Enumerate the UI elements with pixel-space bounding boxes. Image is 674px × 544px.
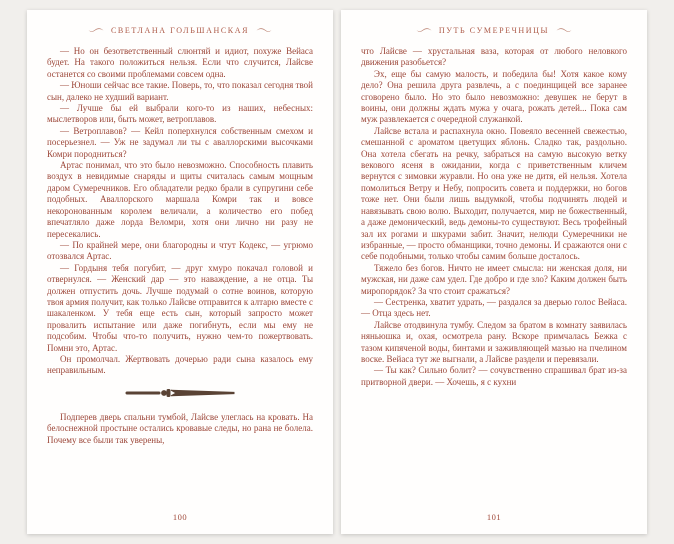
leaf-flourish-icon <box>88 27 104 34</box>
paragraph: — Лучше бы ей выбрали кого-то из наших, небесных: мыслетворов или, быть может, ветроплавов. <box>47 103 313 125</box>
body-text-left-a <box>47 46 313 377</box>
paragraph: — Ветроплавов? — Кейл поперхнулся собственным смехом и посерьезнел. — Уж не задумал ли ты с аваллорскими высочками Комри породниться? <box>47 125 313 159</box>
leaf-flourish-icon <box>416 27 432 34</box>
body-text-left-b <box>47 412 313 446</box>
paragraph: Тяжело без богов. Ничто не имеет смысла: ни женская доля, ни мужская, ни даже сам удел. Где добро и где зло? Каким должен быть миропорядок? За что стоит сражаться? <box>361 262 627 296</box>
paragraph: — По крайней мере, они благородны и чтут Кодекс, — угрюмо отозвался Артас. <box>47 239 313 262</box>
body-text-right <box>361 46 627 388</box>
paragraph: что Лайсве — хрустальная ваза, которая от любого неловкого движения разобьется? <box>361 46 627 68</box>
running-title: ПУТЬ СУМЕРЕЧНИЦЫ <box>438 26 550 35</box>
paragraph: Он промолчал. Жертвовать дочерью ради сына казалось ему неправильным. <box>47 353 313 376</box>
paragraph: — Сестренка, хватит удрать, — раздался за дверью голос Вейаса. — Отца здесь нет. <box>361 296 627 319</box>
scene-divider <box>47 386 313 404</box>
running-header-left <box>47 26 313 35</box>
paragraph: — Гордыня тебя погубит, — друг хмуро покачал головой и отвернулся. — Женский дар — это наваждение, а не отца. Ты должен отпустить дочь. Лучше подумай о сотне воинов, которую твоя армия получит, как только Лайсве отправится к алтарю вместе с шакаленком. У тебя еще есть сын, который запросто может провалить испытание или даже погибнуть, если мы ему не подсобим. Чтобы что-то получить, нужно чем-то пожертвовать. Помни это, Артас. <box>47 262 313 353</box>
paragraph: Лайсве отодвинула тумбу. Следом за братом в комнату заявилась няньюшка и, охая, осмотрела рану. Вскоре примчалась Бежка с тазом кипяченой воды, бинтами и заживляющей мазью на пчелином воске. Вейаса тут же выгнали, а Лайсве раздели и перевязали. <box>361 319 627 364</box>
paragraph: — Но он безответственный слюнтяй и идиот, похуже Вейаса будет. На такого положиться нельзя. Если что случится, Лайсве останется со своими проблемами совсем одна. <box>47 46 313 79</box>
leaf-flourish-icon <box>556 27 572 34</box>
paragraph: Лайсве встала и распахнула окно. Повеяло весенней свежестью, смешанной с ароматом цветущих яблонь. Сладко так, раздольно. Она хотела сбегать на речку, забраться на самую высокую ветку векового ясеня в ожидании, когда с приветственным кличем вернутся с зимовки журавли. Но она уже не дитя, ей нельзя. Хотела помолиться Ветру и Небу, попросить совета и поддержки, но богов тоже нет. Они были лишь выдумкой, чтобы подчинять людей и навязывать свою волю. Выходит, получается, мир не божественный, а даже демонический, ведь демоны-то существуют. Весь трофейный зал их рогами и шкурами забит. Значит, нелюди Сумеречники не избранные, — просто обманщики, точно демоны. И сражаются они с себе подобными, только чтобы самим больше досталось. <box>361 125 627 262</box>
paragraph: Артас понимал, что это было невозможно. Способность плавить воздух в невидимые снаряды и щиты считалась самым мощным даром Сумеречников. Его обладатели редко брали в супругини себе подобных. Аваллорского маршала Комри так и вовсе некоронованным королем величали, а количество его побед впечатляло даже лорда Веломри, хотя они лично ни разу не пересекались. <box>47 160 313 239</box>
running-title: СВЕТЛАНА ГОЛЬШАНСКАЯ <box>110 26 250 35</box>
page-right <box>341 10 647 534</box>
page-number: 100 <box>172 512 188 522</box>
leaf-flourish-icon <box>256 27 272 34</box>
page-left <box>27 10 333 534</box>
page-number: 101 <box>486 512 502 522</box>
paragraph: Эх, еще бы самую малость, и победила бы! Хотя какое кому дело? Она решила друга развлечь, а с поединщицей все заранее сговорено было. Но это было невозможно: девушек не берут в воины, они должны ждать мужа у очага, рожать детей... Пока сам муж развлекается с очередной служанкой. <box>361 68 627 125</box>
running-header-right <box>361 26 627 35</box>
paragraph: Подперев дверь спальни тумбой, Лайсве улеглась на кровать. На белоснежной простыне остались кровавые следы, но рана не болела. Почему все были так уверены, <box>47 411 313 445</box>
dagger-ornament-icon <box>124 386 236 404</box>
paragraph: — Ты как? Сильно болит? — сочувственно спрашивал брат из-за притворной двери. — Хочешь, я с кухни <box>361 365 627 387</box>
paragraph: — Юноши сейчас все такие. Поверь, то, что показал сегодня твой сын, далеко не худший вариант. <box>47 80 313 102</box>
